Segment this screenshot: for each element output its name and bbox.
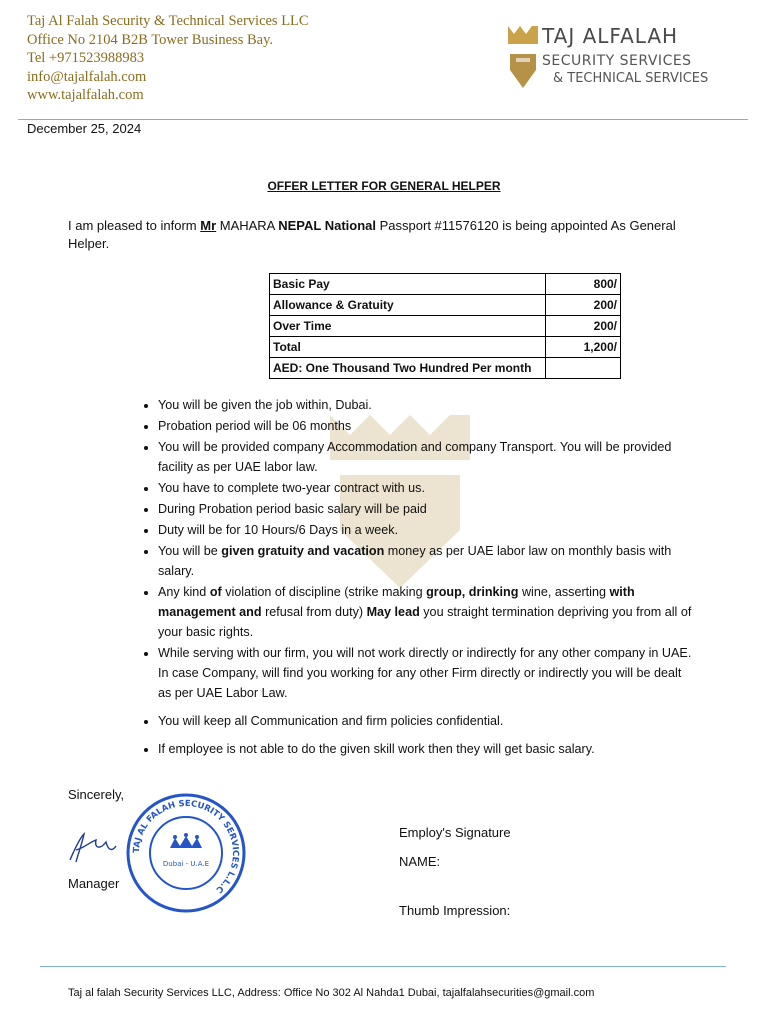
- closing-manager: Manager: [68, 876, 120, 891]
- closing-sincerely: Sincerely,: [68, 787, 125, 802]
- employee-signature-label: Employ's Signature: [399, 825, 511, 840]
- company-office: Office No 2104 B2B Tower Business Bay.: [27, 31, 274, 48]
- pay-value: 800/: [546, 274, 621, 295]
- pay-label: Basic Pay: [270, 274, 546, 295]
- term-text: Any kind: [158, 585, 210, 599]
- table-row: [270, 358, 621, 379]
- logo-subtitle-2: & TECHNICAL SERVICES: [553, 71, 709, 86]
- term-text: money as per UAE labor law on monthly basis with salary.: [158, 544, 672, 578]
- list-item: • If employee is not able to do the given skill work then they will get basic salary.: [158, 739, 693, 759]
- term-bold: given gratuity and vacation: [221, 544, 385, 558]
- terms-list: [140, 395, 693, 760]
- company-website[interactable]: www.tajalfalah.com: [27, 87, 144, 103]
- pay-label: Total: [270, 337, 546, 358]
- company-stamp-icon: [125, 792, 247, 914]
- term-text: violation of discipline (strike making: [221, 585, 427, 599]
- intro-paragraph: [68, 217, 688, 253]
- term-bold: of: [209, 585, 222, 599]
- header-divider: [18, 119, 748, 120]
- logo-brand-text: TAJ ALFALAH: [542, 24, 679, 48]
- term-bold: May lead: [366, 605, 420, 619]
- company-tel: Tel +971523988983: [27, 50, 145, 66]
- table-row: [270, 274, 621, 295]
- pay-label: Over Time: [270, 316, 546, 337]
- list-item: [158, 582, 693, 642]
- company-email[interactable]: info@tajalfalah.com: [27, 68, 147, 85]
- stamp-ring-text: TAJ AL FALAH SECURITY SERVICES L.L.C: [131, 798, 241, 895]
- term-text: you straight termination depriving you from all of your basic rights.: [158, 605, 692, 639]
- term-bold: with management and: [158, 585, 635, 619]
- stamp-center-text: Dubai - U.A.E: [162, 860, 210, 868]
- pay-value: [546, 358, 621, 379]
- manager-signature-icon: [66, 826, 118, 868]
- term-text: wine, asserting: [518, 585, 610, 599]
- list-item: • You will be provided company Accommodation and company Transport. You will be provided facility as per UAE labor law.: [158, 437, 693, 477]
- list-item: • You have to complete two-year contract with us.: [158, 478, 693, 498]
- intro-name: MAHARA: [216, 218, 279, 233]
- letter-date: December 25, 2024: [27, 121, 142, 136]
- list-item: [158, 541, 693, 581]
- footer-divider: [40, 966, 726, 967]
- pay-table: [269, 273, 621, 379]
- employee-name-label: NAME:: [399, 854, 441, 869]
- term-text: You will be: [158, 544, 222, 558]
- intro-text: I am pleased to inform: [68, 218, 201, 233]
- logo-subtitle-1: SECURITY SERVICES: [542, 53, 692, 69]
- company-name: Taj Al Falah Security & Technical Services LLC: [27, 13, 309, 29]
- list-item: • Duty will be for 10 Hours/6 Days in a week.: [158, 520, 693, 540]
- intro-mr: Mr: [200, 218, 217, 233]
- pay-value: 200/: [546, 316, 621, 337]
- table-row: [270, 295, 621, 316]
- intro-nationality: NEPAL National: [278, 218, 377, 233]
- list-item: • You will be given the job within, Dubai.: [158, 395, 693, 415]
- table-row: [270, 316, 621, 337]
- table-row: [270, 337, 621, 358]
- term-bold: group, drinking: [426, 585, 519, 599]
- company-header: [27, 12, 309, 105]
- pay-value: 200/: [546, 295, 621, 316]
- list-item: • While serving with our firm, you will not work directly or indirectly for any other company in UAE. In case Company, will find you working for any other Firm directly or indirectly you will be dealt as per UAE Labor Law.: [158, 643, 693, 703]
- list-item: • During Probation period basic salary will be paid: [158, 499, 693, 519]
- pay-label: Allowance & Gratuity: [270, 295, 546, 316]
- intro-rest: Passport #11576120 is being appointed As General Helper.: [68, 218, 676, 251]
- thumb-impression-label: Thumb Impression:: [399, 903, 511, 918]
- term-text: refusal from duty): [261, 605, 367, 619]
- list-item: • Probation period will be 06 months: [158, 416, 693, 436]
- footer-address: Taj al falah Security Services LLC, Address: Office No 302 Al Nahda1 Dubai, tajalfalahsecurities@gmail.com: [68, 987, 595, 999]
- pay-label: AED: One Thousand Two Hundred Per month: [270, 358, 546, 379]
- letter-title: OFFER LETTER FOR GENERAL HELPER: [267, 179, 501, 193]
- pay-value: 1,200/: [546, 337, 621, 358]
- list-item: • You will keep all Communication and firm policies confidential.: [158, 711, 693, 731]
